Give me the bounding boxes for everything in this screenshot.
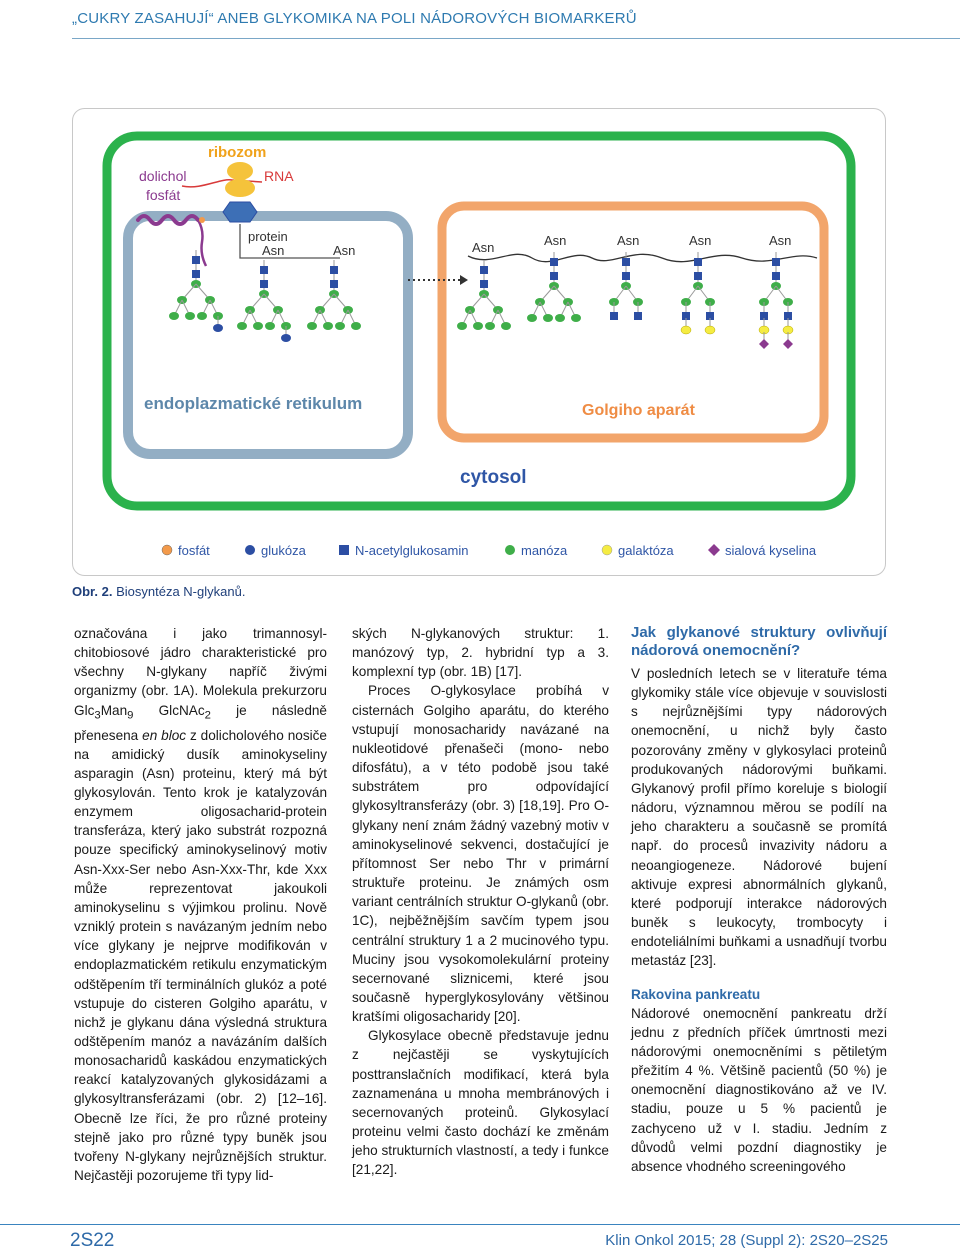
glcnac-icon <box>772 272 780 280</box>
footer-rule <box>0 1224 960 1225</box>
label-asn: Asn <box>472 240 495 255</box>
text-column-3 <box>631 624 887 1176</box>
text-run: označována i jako trimannosyl-chitobiosové jádro charakteristické pro všechny N-glykany napříč živými organizmy (obr. 1A). Molekula prekurzoru Glc <box>74 626 327 718</box>
text-column-2 <box>352 624 609 1180</box>
mannose-icon <box>237 322 247 330</box>
label-rna: RNA <box>264 168 294 184</box>
label-fosfat: fosfát <box>146 187 181 203</box>
ribosome-large-subunit <box>225 179 255 197</box>
label-asn: Asn <box>689 233 712 248</box>
glcnac-icon <box>694 272 702 280</box>
mannose-icon <box>253 322 263 330</box>
subscript: 3 <box>94 709 101 722</box>
legend-glcnac-icon <box>339 545 349 555</box>
section-heading: Jak glykanové struktury ovlivňují nádorová onemocnění? <box>631 624 887 659</box>
phosphate-icon <box>199 217 205 223</box>
legend-galactose-icon <box>602 545 612 555</box>
label-asn: Asn <box>617 233 640 248</box>
mannose-icon <box>307 322 317 330</box>
legend-label: glukóza <box>261 543 306 558</box>
mannose-icon <box>485 322 495 330</box>
glcnac-icon <box>610 312 618 320</box>
mannose-icon <box>335 322 345 330</box>
mannose-icon <box>457 322 467 330</box>
journal-citation: Klin Onkol 2015; 28 (Suppl 2): 2S20–2S25 <box>605 1232 888 1249</box>
glcnac-icon <box>330 266 338 274</box>
label-protein: protein <box>248 229 288 244</box>
glcnac-icon <box>622 258 630 266</box>
label-er: endoplazmatické retikulum <box>144 394 363 413</box>
ribosome-small-subunit <box>227 162 253 180</box>
mannose-icon <box>527 314 537 322</box>
mannose-icon <box>197 312 207 320</box>
label-cytosol: cytosol <box>460 467 527 488</box>
paragraph: Nádorové onemocnění pankreatu drží jednu z předních příček úmrtnosti mezi nádorovými onemocněními s pětiletým přežitím 4 %. Většině pacientů (50 %) je onemocnění diagnostikováno až ve IV. stadiu, pouze u 5 % pacientů je zachyceno už v I. stadiu. Jedním z důvodů velmi pozdní diagnostiky je absence vhodného screeningového <box>631 1005 887 1174</box>
page-number: 2S22 <box>70 1230 115 1251</box>
subsection-heading: Rakovina pankreatu <box>631 986 761 1002</box>
glcnac-icon <box>694 258 702 266</box>
figure-svg <box>72 108 886 576</box>
legend-label: manóza <box>521 543 568 558</box>
label-dolichol: dolichol <box>139 168 187 184</box>
galactose-icon <box>705 326 715 334</box>
text-run: Man <box>100 702 128 718</box>
subscript: 9 <box>127 709 134 722</box>
legend-label: fosfát <box>178 543 210 558</box>
glcnac-icon <box>480 280 488 288</box>
running-title: „CUKRY ZASAHUJÍ“ ANEB GLYKOMIKA NA POLI NÁDOROVÝCH BIOMARKERŮ <box>72 10 637 27</box>
figure-n-glycan-biosynthesis <box>72 108 886 576</box>
glcnac-icon <box>260 280 268 288</box>
mannose-icon <box>351 322 361 330</box>
label-asn: Asn <box>769 233 792 248</box>
label-golgi: Golgiho aparát <box>582 402 695 419</box>
label-asn: Asn <box>544 233 567 248</box>
glucose-icon <box>281 334 291 342</box>
galactose-icon <box>681 326 691 334</box>
protein-hexagon <box>223 202 257 222</box>
paragraph: V posledních letech se v literatuře téma glykomiky stále více objevuje v souvislosti s nejrůznějšími typy nádorových onemocnění, u nichž byly často pozorovány změny v glykosylaci proteinů produkovaných nádorovými buňkami. Glykanový profil přímo koreluje s biologií nádoru, významnou měrou se podílí na jeho charakteru a současně se promítá např. do procesů invazivity nádoru a neoangiogeneze. Nádorové bujení aktivuje expresi abnormálních glykanů, které podporují interakce nádorových buněk s leukocyty, trombocyty i endoteliálními buňkami a usnadňují tvorbu metastáz [23]. <box>631 666 887 969</box>
glcnac-icon <box>634 312 642 320</box>
mannose-icon <box>555 314 565 322</box>
legend-label: N-acetylglukosamin <box>355 543 469 558</box>
mannose-icon <box>323 322 333 330</box>
caption-prefix: Obr. 2. <box>72 584 113 599</box>
paragraph: ských N-glykanových struktur: 1. manózový typ, 2. hybridní typ a 3. komplexní typ (obr. 1B) [17]. <box>352 626 609 680</box>
glcnac-icon <box>192 256 200 264</box>
paragraph: Glykosylace obecně představuje jednu z nejčastěji se vyskytujících posttranslačních modifikací, která byla zaznamenána u mnoha membránových i secernovaných proteinů. Glykosylací proteinu velmi často dochází ke změnám jeho strukturních vlastností, a tedy i funkce [21,22]. <box>352 1028 609 1178</box>
glcnac-icon <box>480 266 488 274</box>
legend-phosphate-icon <box>162 545 172 555</box>
label-ribozom: ribozom <box>208 144 267 161</box>
mannose-icon <box>185 312 195 320</box>
glcnac-icon <box>550 258 558 266</box>
text-column-1 <box>74 624 327 1185</box>
figure-caption <box>72 584 245 599</box>
italic-term: en bloc <box>142 727 187 743</box>
mannose-icon <box>265 322 275 330</box>
glcnac-icon <box>622 272 630 280</box>
legend-label: galaktóza <box>618 543 674 558</box>
glcnac-icon <box>330 280 338 288</box>
paragraph: Proces O-glykosylace probíhá v cisternách Golgiho aparátu, do kterého vstupují monosacharidy navázané na nukleotidové přenašeči (mono- nebo difosfátu), a v této podobě jsou také substrátem pro odpovídající glykosyltransferázy (obr. 3) [18,19]. Pro O-glykany není znám žádný vazebný motiv v aminokyselinové sekvenci, dostačující je přítomnost Ser nebo Thr v primární struktuře proteinu. Je známých osm variant centrálních struktur O-glykanů (obr. 1C), nejběžnějším savčím typem jsou centrální struktury 1 a 2 mucinového typu. Muciny jsou vysokomolekulární proteiny secernované sliznicemi, které jsou současně hyperglykosylovány většinou kratšími oligosacharidy [20]. <box>352 683 609 1025</box>
glcnac-icon <box>550 272 558 280</box>
glcnac-icon <box>260 266 268 274</box>
text-run: GlcNAc <box>133 702 205 718</box>
header-rule <box>72 38 960 39</box>
paragraph <box>74 624 327 1185</box>
caption-text: Biosyntéza N-glykanů. <box>116 584 246 599</box>
subscript: 2 <box>204 709 211 722</box>
legend-glucose-icon <box>245 545 255 555</box>
mannose-icon <box>501 322 511 330</box>
text-run: z dolicholového nosiče na amidický dusík aminokyseliny asparagin (Asn) proteinu, který má být glykosylován. Tento krok je katalyzován enzymem oligosacharid-protein transferáza, který jako substrát rozpozná pouze specifický aminokyselinový motiv Asn-Xxx-Ser nebo Asn-Xxx-Thr, kde Xxx může reprezentovat jakoukoli aminokyselinu s výjimkou prolinu. Nově vzniklý protein s navázaným jedním nebo více glykany je nejprve modifikován v endoplazmatickém retikulu enzymatickým odštěpením tří terminálních glukóz a poté vstupuje do cisteren Golgiho aparátu, v nichž je glykanu dána výsledná struktura odštěpením manóz a navázáním dalších monosacharidů kaskádou enzymatických reakcí katalyzovaných glykosidázami a glykosyltransferázami (obr. 2) [12–16]. Obecně lze říci, že pro různé proteiny stejně jako pro různé typy buněk jsou tvořeny N-glykany nejrůznějších struktur. Nejčastěji pozorujeme tři typy lid- <box>74 727 327 1184</box>
mannose-icon <box>169 312 179 320</box>
legend-mannose-icon <box>505 545 515 555</box>
glcnac-icon <box>192 270 200 278</box>
mannose-icon <box>571 314 581 322</box>
text-run: je následně přenesena <box>74 702 327 743</box>
label-asn: Asn <box>262 243 285 258</box>
legend-label: sialová kyselina <box>725 543 817 558</box>
mannose-icon <box>543 314 553 322</box>
glucose-icon <box>213 324 223 332</box>
label-asn: Asn <box>333 243 356 258</box>
glcnac-icon <box>772 258 780 266</box>
mannose-icon <box>473 322 483 330</box>
